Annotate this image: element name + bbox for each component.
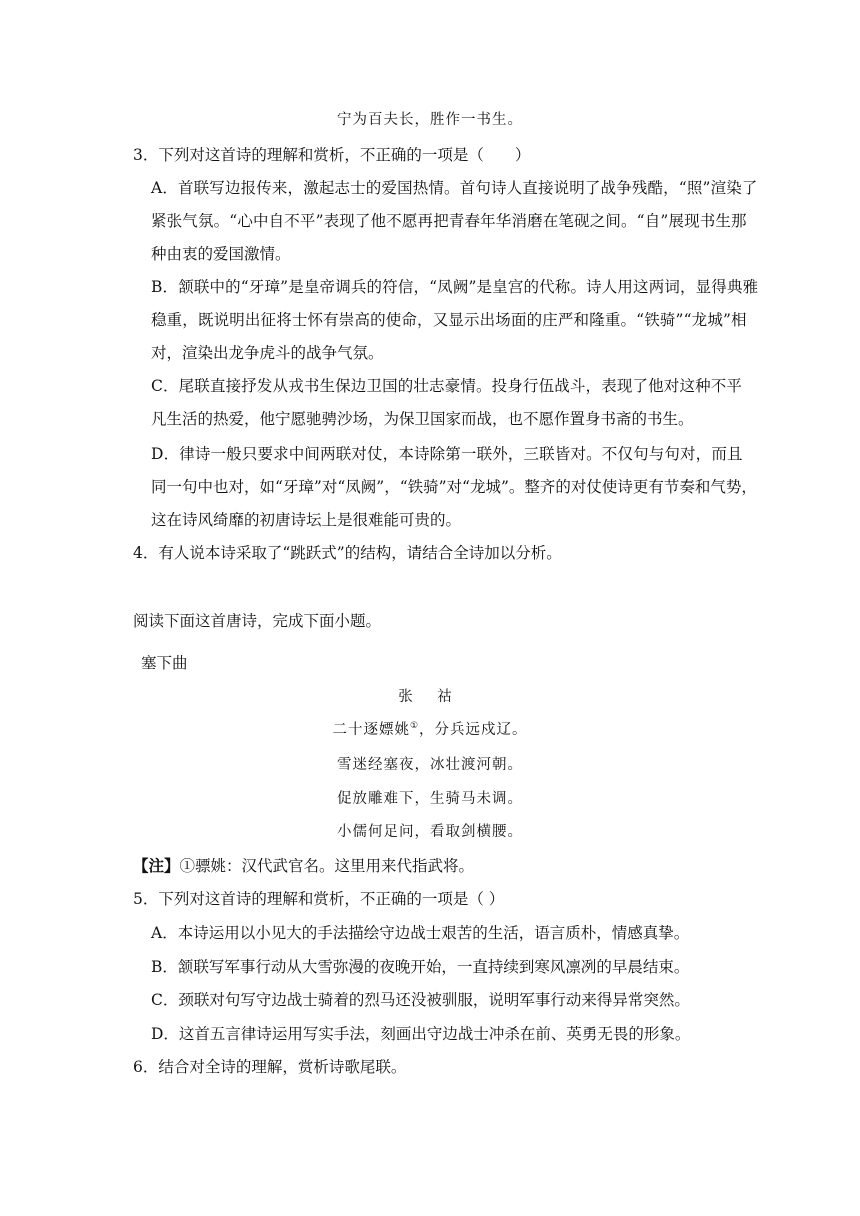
q3-option-b-line1: B．颔联中的“牙璋”是皇帝调兵的符信，“凤阙”是皇宫的代称。诗人用这两词，显得典雅 [151, 278, 759, 296]
poem2-line1-part2: ，分兵远戍辽。 [419, 722, 528, 738]
poem2-line1-part1: 二十逐嫖姚 [332, 722, 410, 738]
q3-option-d-line3: 这在诗风绮靡的初唐诗坛上是很难能可贵的。 [151, 511, 462, 529]
poem2-line3: 促放雕难下，生骑马未调。 [337, 791, 523, 807]
q4-stem: 4．有人说本诗采取了“跳跃式”的结构，请结合全诗加以分析。 [133, 544, 562, 562]
q3-option-d-line1: D．律诗一般只要求中间两联对仗，本诗除第一联外，三联皆对。不仅句与句对，而且 [151, 445, 743, 463]
poem2-author-name: 张 祜 [398, 689, 462, 705]
poem2-title: 塞下曲 [141, 654, 188, 672]
poem1-last-line: 宁为百夫长，胜作一书生。 [337, 112, 523, 128]
poem2-line2: 雪迷经塞夜，冰壮渡河朝。 [337, 757, 523, 773]
q3-option-d-line2: 同一句中也对，如“牙璋”对“凤阙”，“铁骑”对“龙城”。整齐的对仗使诗更有节奏和气势， [151, 478, 757, 496]
section2-intro: 阅读下面这首唐诗，完成下面小题。 [133, 612, 382, 630]
note-text: ①骠姚：汉代武官名。这里用来代指武将。 [179, 857, 475, 875]
q5-option-b: B．颔联写军事行动从大雪弥漫的夜晚开始，一直持续到寒风凛冽的早晨结束。 [151, 958, 690, 976]
q5-option-a: A．本诗运用以小见大的手法描绘守边战士艰苦的生活，语言质朴，情感真挚。 [151, 924, 690, 942]
q3-option-b-line3: 对，渲染出龙争虎斗的战争气氛。 [151, 344, 384, 362]
q5-option-d: D．这首五言律诗运用写实手法，刻画出守边战士冲杀在前、英勇无畏的形象。 [151, 1025, 691, 1043]
q3-option-a-line1: A．首联写边报传来，激起志士的爱国热情。首句诗人直接说明了战争残酷，“照”渲染了 [151, 179, 758, 197]
q6-stem: 6．结合对全诗的理解，赏析诗歌尾联。 [133, 1058, 407, 1076]
q5-stem: 5．下列对这首诗的理解和赏析，不正确的一项是（ ） [133, 890, 505, 908]
q3-option-a-line3: 种由衷的爱国激情。 [151, 245, 291, 263]
q3-option-c-line2: 凡生活的热爱，他宁愿驰骋沙场，为保卫国家而战，也不愿作置身书斋的书生。 [151, 410, 694, 428]
q5-option-c: C．颈联对句写守边战士骑着的烈马还没被驯服，说明军事行动来得异常突然。 [151, 991, 690, 1009]
q3-option-c-line1: C．尾联直接抒发从戎书生保边卫国的壮志豪情。投身行伍战斗，表现了他对这种不平 [151, 377, 743, 395]
q3-stem: 3．下列对这首诗的理解和赏析，不正确的一项是（ ） [133, 146, 531, 164]
poem2-line4: 小儒何足问，看取剑横腰。 [337, 824, 523, 840]
poem2-author [0, 687, 860, 707]
footnote [133, 856, 474, 876]
poem2-line1 [0, 720, 860, 740]
q3-option-b-line2: 稳重，既说明出征将士怀有崇高的使命，又显示出场面的庄严和隆重。“铁骑”“龙城”相 [151, 311, 747, 329]
note-label: 【注】 [133, 856, 180, 875]
q3-option-a-line2: 紧张气氛。“心中自不平”表现了他不愿再把青春年华消磨在笔砚之间。“自”展现书生那 [151, 212, 747, 230]
footnote-marker: ① [409, 721, 420, 732]
